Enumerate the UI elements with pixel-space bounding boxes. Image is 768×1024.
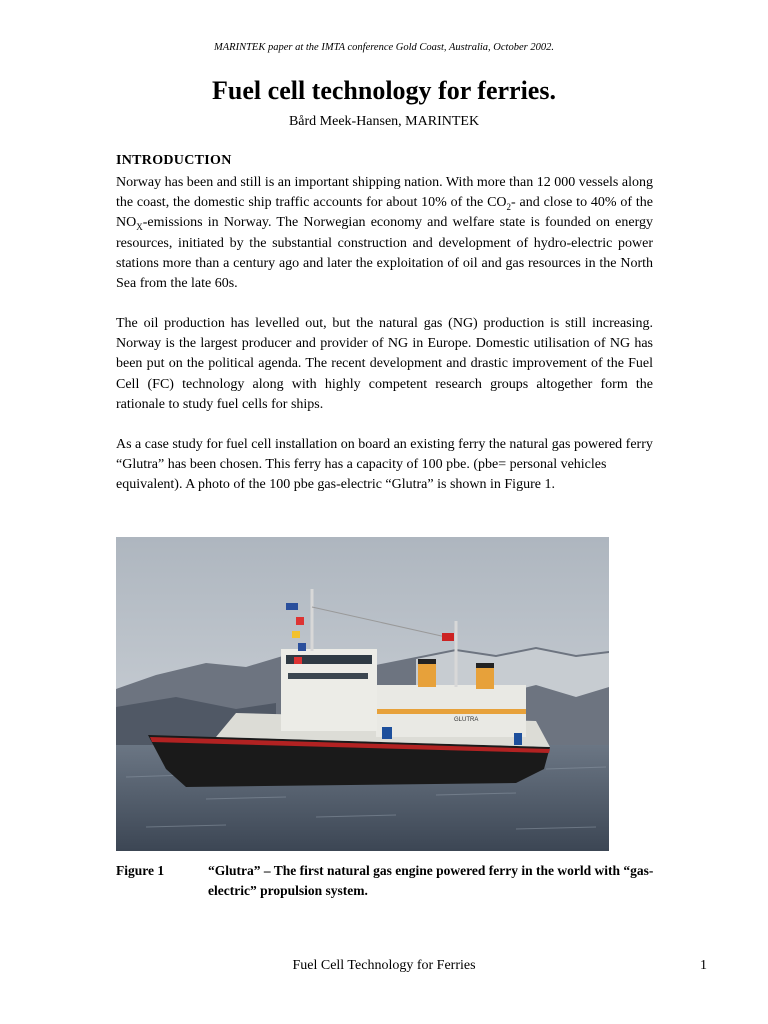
footer-title: Fuel Cell Technology for Ferries: [292, 958, 476, 973]
funnel-1-top: [418, 659, 436, 664]
funnel-2: [476, 667, 494, 689]
paragraph-3: As a case study for fuel cell installation on board an existing ferry the natural gas powered ferry “Glutra” has been chosen. This ferry has a capacity of 100 pbe. (pbe= personal vehicles equivalent). A photo of the 100 pbe gas-electric “Glutra” is shown in Figure 1.: [116, 437, 653, 493]
caption-text: “Glutra” – The first natural gas engine powered ferry in the world with “gas-electric” propulsion system.: [208, 863, 654, 898]
ship-logo-2: [514, 733, 522, 745]
section-heading: INTRODUCTION: [116, 153, 232, 168]
running-head: MARINTEK paper at the IMTA conference Gold Coast, Australia, October 2002.: [214, 42, 554, 53]
paragraph-1-part-b: - and close to 40% of the NO: [116, 195, 653, 231]
paper-title: Fuel cell technology for ferries.: [212, 76, 556, 105]
paragraph-1-part-a: Norway has been and still is an important shipping nation. With more than 12 000 vessels along the coast, the domestic ship traffic accounts for about 10% of the CO: [116, 175, 653, 211]
nox-subscript: X: [136, 222, 143, 233]
caption-label: Figure 1: [116, 863, 165, 878]
page-number: 1: [700, 958, 707, 973]
author-line: Bård Meek-Hansen, MARINTEK: [288, 114, 480, 129]
ship-name-label: GLUTRA: [454, 717, 479, 723]
co2-subscript: 2: [506, 202, 512, 212]
funnel-2-top: [476, 663, 494, 668]
ferry-illustration: [116, 537, 609, 851]
paragraph-1-part-c: -emissions in Norway. The Norwegian economy and welfare state is founded on energy resources, initiated by the substantial construction and development of hydro-electric power stations more than a century ago and later the exploitation of oil and gas resources in the North Sea from the late 60s.: [116, 215, 653, 292]
paragraph-1: [116, 173, 653, 294]
paragraph-2: The oil production has levelled out, but the natural gas (NG) production is still increasing. Norway is the largest producer and provider of NG in Europe. Domestic utilisation of NG has been put on the political agenda. The recent development and drastic improvement of the Fuel Cell (FC) technology along with highly competent research groups altogether form the rationale to study fuel cells for ships.: [116, 316, 653, 412]
funnel-1: [418, 663, 436, 687]
orange-band: [376, 709, 526, 714]
deck-windows: [288, 673, 368, 679]
ferry-photo: [116, 537, 609, 851]
ship-logo-1: [382, 727, 392, 739]
